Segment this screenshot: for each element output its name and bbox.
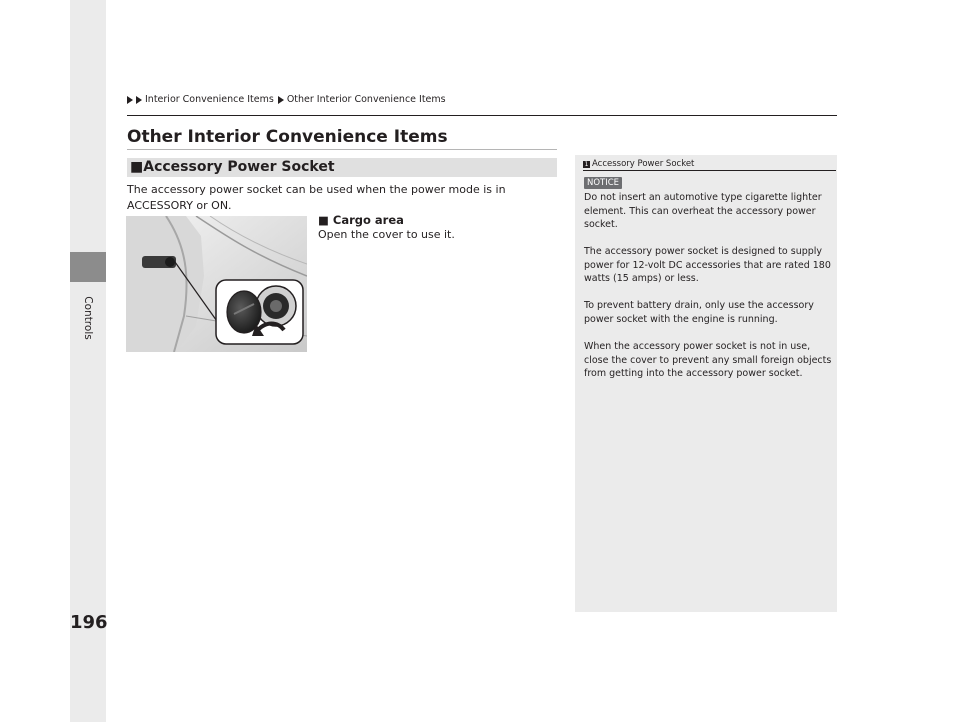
page-number: 196	[70, 612, 108, 633]
title-divider	[127, 149, 557, 150]
note-paragraph: Do not insert an automotive type cigarette lighter element. This can overheat the accessory power socket.	[584, 192, 822, 230]
breadcrumb-arrow-icon	[127, 96, 133, 104]
note-title-text: Accessory Power Socket	[592, 159, 695, 169]
section-heading	[130, 158, 335, 177]
breadcrumb-link-interior[interactable]: Interior Convenience Items	[145, 94, 274, 105]
sub-instruction: Open the cover to use it.	[318, 228, 455, 241]
breadcrumb	[127, 94, 446, 105]
header-divider	[127, 115, 837, 116]
breadcrumb-link-other[interactable]: Other Interior Convenience Items	[286, 94, 446, 105]
chapter-label: Controls	[82, 296, 94, 340]
note-title	[583, 159, 694, 169]
side-tab-marker	[70, 252, 106, 282]
sub-heading	[318, 213, 404, 227]
sub-heading-marker: ■	[318, 213, 329, 227]
note-paragraph: To prevent battery drain, only use the accessory power socket with the engine is running.	[584, 300, 814, 325]
body-paragraph: The accessory power socket can be used when the power mode is in ACCESSORY or ON.	[127, 183, 506, 212]
note-divider	[583, 170, 836, 171]
note-paragraph: When the accessory power socket is not in use, close the cover to prevent any small foreign objects from getting into the accessory power socket.	[584, 341, 832, 379]
notice-badge: NOTICE	[584, 177, 622, 189]
page-title: Other Interior Convenience Items	[127, 127, 448, 147]
breadcrumb-arrow-icon	[278, 96, 284, 104]
section-marker: ■	[130, 159, 144, 175]
power-socket-illustration	[126, 216, 307, 352]
note-marker-icon: 1	[584, 160, 589, 168]
note-paragraph: The accessory power socket is designed to supply power for 12-volt DC accessories that are rated 180 watts (15 amps) or less.	[584, 246, 831, 284]
section-heading-text: Accessory Power Socket	[143, 159, 335, 175]
sub-heading-text: Cargo area	[332, 213, 404, 227]
breadcrumb-arrow-icon	[136, 96, 142, 104]
